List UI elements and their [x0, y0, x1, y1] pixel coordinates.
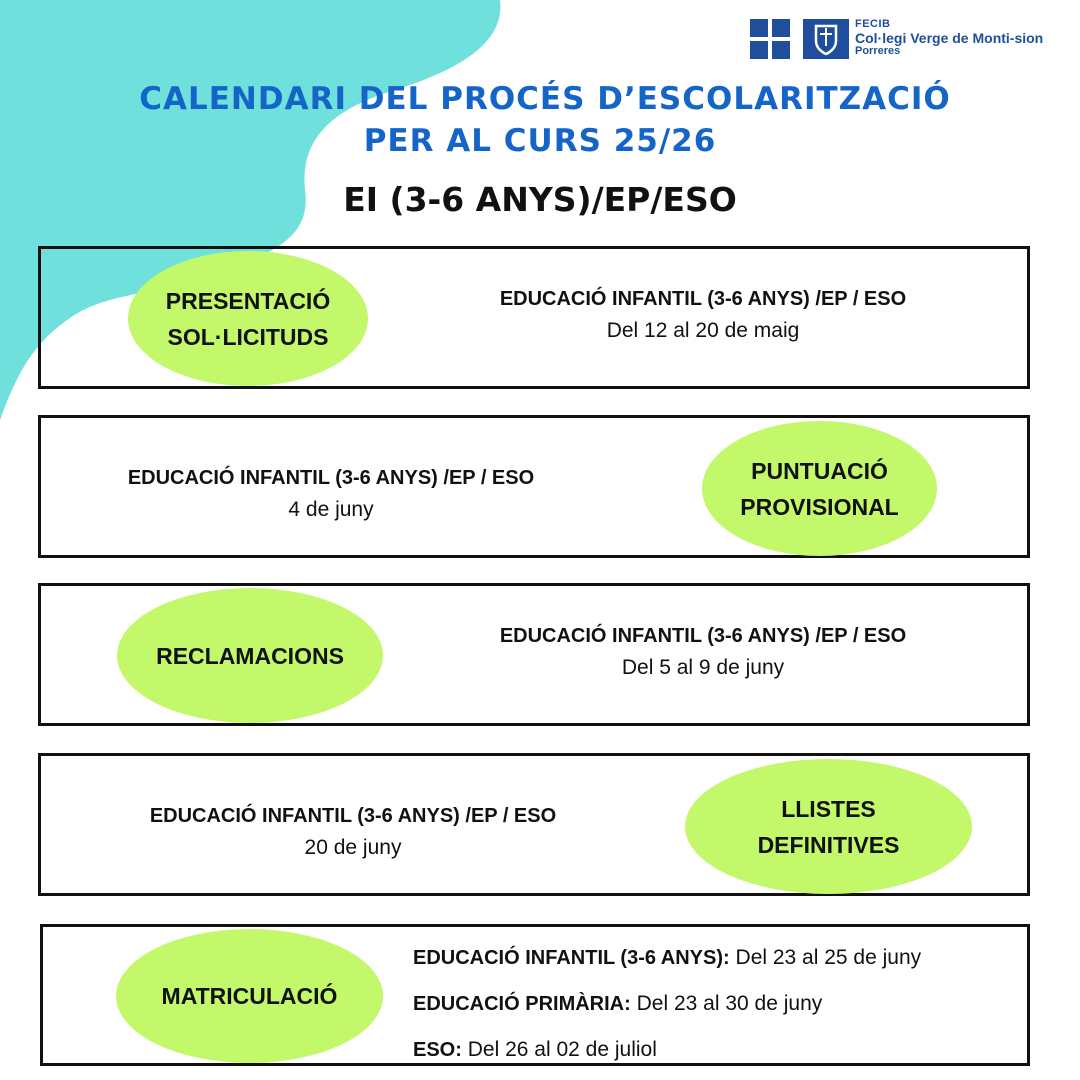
level-label: EDUCACIÓ INFANTIL (3-6 ANYS) /EP / ESO [499, 625, 907, 647]
row-info [463, 284, 943, 346]
page-title-line-1: CALENDARI DEL PROCÉS D’ESCOLARITZACIÓ [139, 81, 951, 117]
date-text: 4 de juny [288, 498, 374, 521]
phase-label-line-2: SOL·LICITUDS [167, 323, 329, 350]
enrollment-label: ESO: [413, 1039, 462, 1061]
calendar-row-matriculacio [40, 924, 1030, 1066]
enrollment-line-infantil [413, 935, 921, 981]
calendar-row-puntuacio [38, 415, 1030, 558]
phase-label-line-1: PUNTUACIÓ [751, 457, 888, 484]
school-logo [750, 19, 1043, 59]
phase-label-line-1: LLISTES [781, 795, 876, 822]
enrollment-label: EDUCACIÓ INFANTIL (3-6 ANYS): [413, 947, 730, 969]
phase-pill-llistes [685, 759, 972, 894]
date-text: 20 de juny [304, 836, 402, 859]
logo-town: Porreres [855, 45, 901, 57]
date-text: Del 12 al 20 de maig [606, 319, 800, 342]
phase-label-line-1: RECLAMACIONS [156, 642, 344, 669]
page-title [0, 78, 1080, 162]
phase-pill-matriculacio [116, 929, 383, 1063]
calendar-row-llistes [38, 753, 1030, 896]
level-label: EDUCACIÓ INFANTIL (3-6 ANYS) /EP / ESO [127, 467, 535, 489]
page-title-line-2: PER AL CURS 25/26 [363, 123, 717, 159]
phase-pill-presentacio [128, 251, 368, 386]
phase-label-line-2: DEFINITIVES [757, 831, 900, 858]
phase-pill-reclamacions [117, 588, 383, 723]
enrollment-dates [413, 935, 921, 1073]
enrollment-date: Del 23 al 30 de juny [630, 992, 823, 1015]
phase-pill-puntuacio [702, 421, 937, 556]
enrollment-line-primaria [413, 981, 921, 1027]
enrollment-label: EDUCACIÓ PRIMÀRIA: [413, 993, 631, 1015]
level-label: EDUCACIÓ INFANTIL (3-6 ANYS) /EP / ESO [149, 805, 557, 827]
logo-school-name: Col·legi Verge de Monti-sion [855, 30, 1044, 46]
phase-label-line-1: PRESENTACIÓ [165, 287, 331, 314]
row-info [463, 621, 943, 683]
enrollment-line-eso [413, 1027, 921, 1073]
level-label: EDUCACIÓ INFANTIL (3-6 ANYS) /EP / ESO [499, 288, 907, 310]
calendar-row-reclamacions [38, 583, 1030, 726]
row-info [113, 801, 593, 863]
fecib-cross-logo-icon [750, 19, 790, 59]
page-subtitle: EI (3-6 ANYS)/EP/ESO [343, 180, 737, 219]
enrollment-date: Del 26 al 02 de juliol [461, 1038, 657, 1061]
school-crest-icon [803, 19, 849, 59]
date-text: Del 5 al 9 de juny [621, 656, 785, 679]
phase-label-line-2: PROVISIONAL [740, 493, 899, 520]
phase-label-line-1: MATRICULACIÓ [161, 983, 338, 1009]
enrollment-date: Del 23 al 25 de juny [729, 946, 922, 969]
calendar-row-presentacio [38, 246, 1030, 389]
logo-org-name: FECIB [855, 18, 891, 30]
row-info [91, 463, 571, 525]
